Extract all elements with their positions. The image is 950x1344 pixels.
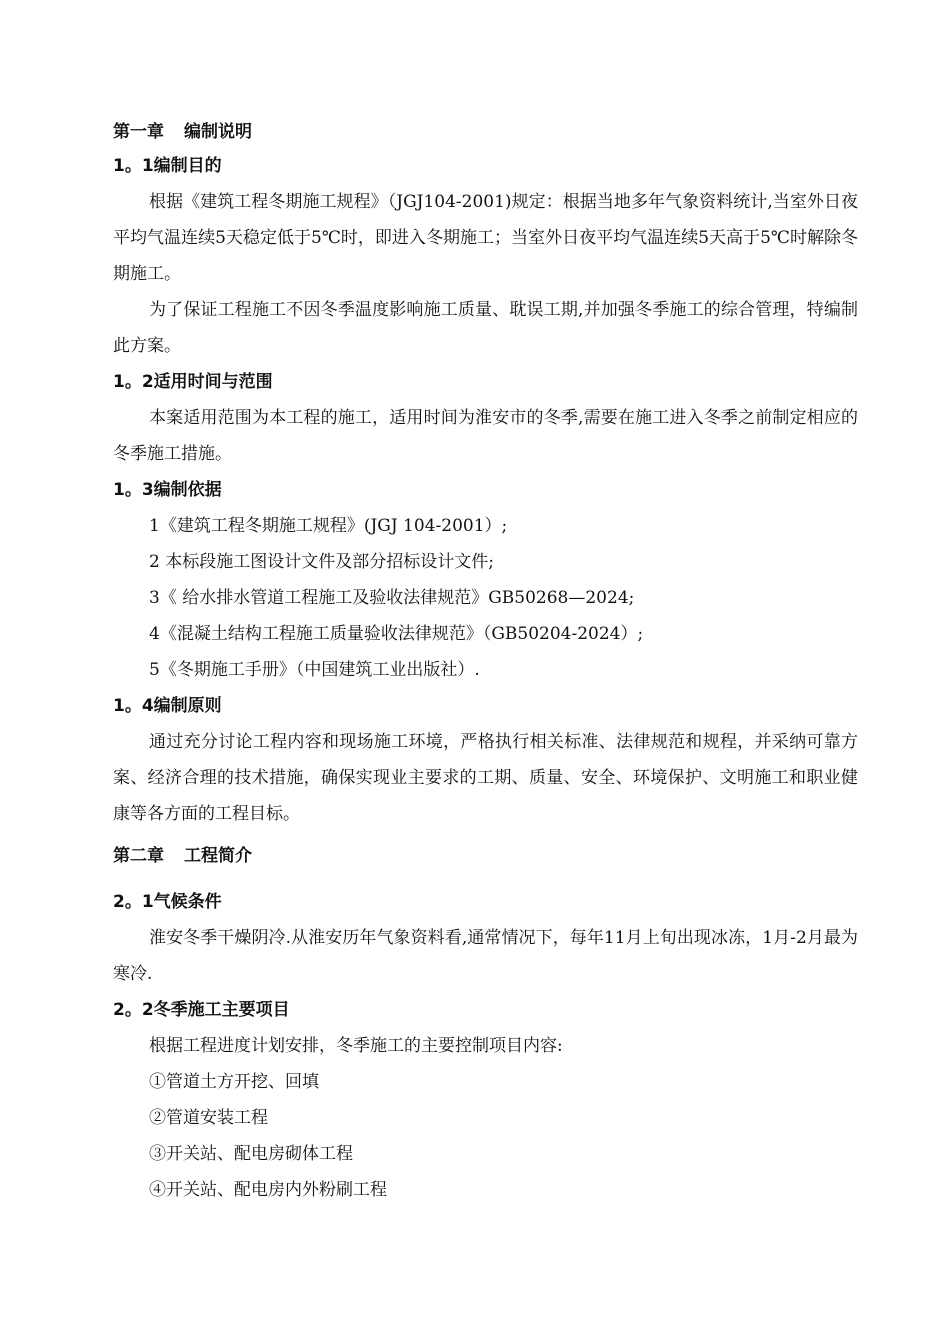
project-item: ③开关站、配电房砌体工程 [149, 1144, 353, 1164]
chapter-1-number: 第一章 [113, 122, 164, 142]
section-2-2-heading: 2。2冬季施工主要项目 [113, 1000, 290, 1020]
section-2-1-paragraph-1: 淮安冬季干燥阴冷.从淮安历年气象资料看,通常情况下，每年11月上旬出现冰冻，1月-2月最为寒冷. [113, 928, 858, 984]
section-1-1-paragraph-2: 为了保证工程施工不因冬季温度影响施工质量、耽误工期,并加强冬季施工的综合管理，特编制此方案。 [113, 300, 858, 356]
reference-item: 1《建筑工程冬期施工规程》(JGJ 104-2001）; [149, 516, 508, 536]
section-2-1-heading: 2。1气候条件 [113, 892, 222, 912]
chapter-1-title: 编制说明 [184, 122, 252, 142]
chapter-1-heading [113, 116, 858, 148]
reference-item: 2 本标段施工图设计文件及部分招标设计文件; [149, 552, 494, 572]
reference-item: 3《 给水排水管道工程施工及验收法律规范》GB50268—2024; [149, 588, 635, 608]
project-item: ②管道安装工程 [149, 1108, 268, 1128]
section-1-4-heading: 1。4编制原则 [113, 696, 222, 716]
chapter-2-title: 工程简介 [184, 846, 252, 866]
section-2-2-paragraph-1: 根据工程进度计划安排，冬季施工的主要控制项目内容: [149, 1036, 563, 1056]
reference-item: 5《冬期施工手册》（中国建筑工业出版社）. [149, 660, 480, 680]
project-item: ④开关站、配电房内外粉刷工程 [149, 1180, 387, 1200]
chapter-2-number: 第二章 [113, 846, 164, 866]
section-1-3-heading: 1。3编制依据 [113, 480, 222, 500]
section-1-1-heading: 1。1编制目的 [113, 156, 222, 176]
section-1-4-paragraph-1: 通过充分讨论工程内容和现场施工环境，严格执行相关标准、法律规范和规程，并采纳可靠方案、经济合理的技术措施，确保实现业主要求的工期、质量、安全、环境保护、文明施工和职业健康等各方面的工程目标。 [113, 732, 858, 824]
section-1-2-paragraph-1: 本案适用范围为本工程的施工，适用时间为淮安市的冬季,需要在施工进入冬季之前制定相应的冬季施工措施。 [113, 408, 858, 464]
chapter-2-heading [113, 840, 858, 872]
reference-item: 4《混凝土结构工程施工质量验收法律规范》（GB50204-2024）; [149, 624, 644, 644]
section-1-1-paragraph-1: 根据《建筑工程冬期施工规程》（JGJ104-2001)规定：根据当地多年气象资料统计,当室外日夜平均气温连续5天稳定低于5℃时，即进入冬期施工；当室外日夜平均气温连续5天高于5℃时解除冬期施工。 [113, 192, 858, 284]
section-1-2-heading: 1。2适用时间与范围 [113, 372, 273, 392]
project-item: ①管道土方开挖、回填 [149, 1072, 319, 1092]
document-page [113, 116, 858, 1208]
